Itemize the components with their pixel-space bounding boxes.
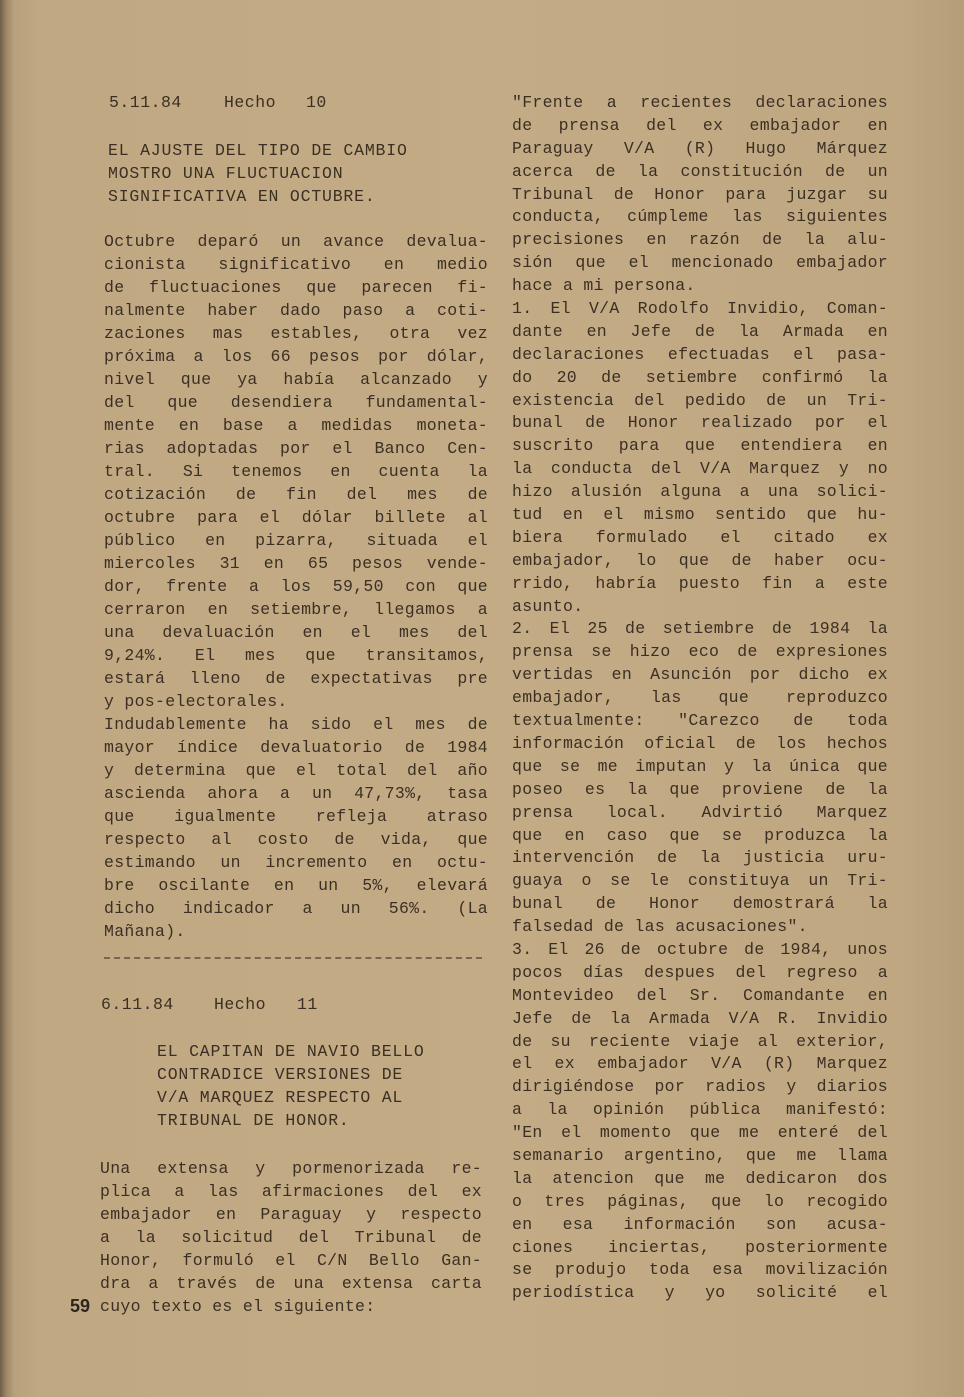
text-line: dra a través de una extensa carta xyxy=(100,1274,482,1293)
text-line: 1. El V/A Rodolfo Invidio, Coman- xyxy=(512,299,888,319)
text-line: cerraron en setiembre, llegamos a xyxy=(104,600,488,619)
text-line: la atencion que me dedicaron dos xyxy=(512,1168,888,1188)
text-line: rrido, habría puesto fin a este xyxy=(512,573,888,593)
text-line: que igualmente refleja atraso xyxy=(104,807,488,826)
text-line: dante en Jefe de la Armada en xyxy=(512,321,888,341)
text-line: Mañana). xyxy=(104,922,186,941)
text-line: información oficial de los hechos xyxy=(512,733,888,753)
text-line: Una extensa y pormenorizada re- xyxy=(100,1159,482,1178)
text-line: cionista significativo en medio xyxy=(104,255,488,274)
text-line: sión que el mencionado embajador xyxy=(512,253,888,273)
text-line: semanario argentino, que me llama xyxy=(512,1145,888,1165)
article2-headline xyxy=(157,1040,477,1132)
text-line: de su reciente viaje al exterior, xyxy=(512,1031,888,1051)
article1-label: Hecho xyxy=(224,93,277,112)
text-line: Honor, formuló el C/N Bello Gan- xyxy=(100,1251,482,1270)
text-line: cotización de fin del mes de xyxy=(104,485,488,504)
text-line: próxima a los 66 pesos por dólar, xyxy=(104,347,488,366)
text-line: EL AJUSTE DEL TIPO DE CAMBIO xyxy=(108,141,408,160)
article1-headline xyxy=(108,139,438,208)
text-line: del que desendiera fundamental- xyxy=(104,393,488,412)
text-line: falsedad de las acusaciones". xyxy=(512,917,808,937)
text-line: asunto. xyxy=(512,596,584,616)
text-line: nalmente haber dado paso a coti- xyxy=(104,301,488,320)
text-line: pocos días despues del regreso a xyxy=(512,962,888,982)
text-line: conducta, cúmpleme las siguientes xyxy=(512,207,888,227)
text-line: poseo es la que proviene de la xyxy=(512,779,888,799)
section-divider xyxy=(104,957,482,959)
text-line: periodística y yo solicité el xyxy=(512,1283,888,1303)
article1-date: 5.11.84 xyxy=(109,93,182,112)
text-line: y pos-electorales. xyxy=(104,692,288,711)
text-line: "Frente a recientes declaraciones xyxy=(512,93,888,112)
text-line: ciones inciertas, posteriormente xyxy=(512,1237,888,1257)
text-line: prensa local. Advirtió Marquez xyxy=(512,802,888,822)
text-line: bunal de Honor demostrará la xyxy=(512,894,888,914)
text-line: el ex embajador V/A (R) Marquez xyxy=(512,1054,888,1074)
text-line: mayor índice devaluatorio de 1984 xyxy=(104,738,488,757)
text-line: estará lleno de expectativas pre xyxy=(104,669,488,688)
text-line: embajador, las que reproduzco xyxy=(512,688,888,708)
text-line: embajador, lo que de haber ocu- xyxy=(512,550,888,570)
text-line: respecto al costo de vida, que xyxy=(104,830,488,849)
text-line: existencia del pedido de un Tri- xyxy=(512,390,888,410)
article2-letter xyxy=(512,92,888,1305)
text-line: intervención de la justicia uru- xyxy=(512,848,888,868)
article2-body xyxy=(100,1157,482,1318)
text-line: dicho indicador a un 56%. (La xyxy=(104,899,488,918)
text-line: biera formulado el citado ex xyxy=(512,527,888,547)
text-line: SIGNIFICATIVA EN OCTUBRE. xyxy=(108,187,376,206)
text-line: "En el momento que me enteré del xyxy=(512,1123,888,1143)
text-line: Indudablemente ha sido el mes de xyxy=(104,715,488,734)
text-line: 3. El 26 de octubre de 1984, unos xyxy=(512,939,888,959)
text-line: dor, frente a los 59,50 con que xyxy=(104,577,488,596)
text-line: la conducta del V/A Marquez y no xyxy=(512,459,888,479)
text-line: embajador en Paraguay y respecto xyxy=(100,1205,482,1224)
article1-body xyxy=(104,230,488,943)
text-line: acerca de la constitución de un xyxy=(512,161,888,181)
text-line: do 20 de setiembre confirmó la xyxy=(512,367,888,387)
article1-number: 10 xyxy=(306,93,327,112)
text-line: textualmente: "Carezco de toda xyxy=(512,711,888,731)
text-line: que se me imputan y la única que xyxy=(512,756,888,776)
text-line: Montevideo del Sr. Comandante en xyxy=(512,985,888,1005)
text-line: hizo alusión alguna a una solici- xyxy=(512,482,888,502)
text-line: cuyo texto es el siguiente: xyxy=(100,1297,376,1316)
text-line: precisiones en razón de la alu- xyxy=(512,230,888,250)
text-line: TRIBUNAL DE HONOR. xyxy=(157,1111,350,1130)
text-line: en esa información son acusa- xyxy=(512,1214,888,1234)
text-line: 9,24%. El mes que transitamos, xyxy=(104,646,488,665)
text-line: tral. Si tenemos en cuenta la xyxy=(104,462,488,481)
text-line: y determina que el total del año xyxy=(104,761,488,780)
text-line: EL CAPITAN DE NAVIO BELLO xyxy=(157,1042,425,1061)
text-line: que en caso que se produzca la xyxy=(512,825,888,845)
text-line: CONTRADICE VERSIONES DE xyxy=(157,1065,404,1084)
text-line: declaraciones efectuadas el pasa- xyxy=(512,344,888,364)
text-line: Jefe de la Armada V/A R. Invidio xyxy=(512,1008,888,1028)
text-line: se produjo toda esa movilización xyxy=(512,1260,888,1280)
text-line: 2. El 25 de setiembre de 1984 la xyxy=(512,619,888,639)
text-line: Paraguay V/A (R) Hugo Márquez xyxy=(512,138,888,158)
text-line: tud en el mismo sentido que hu- xyxy=(512,505,888,525)
text-line: Tribunal de Honor para juzgar su xyxy=(512,184,888,204)
text-line: dirigiéndose por radios y diarios xyxy=(512,1077,888,1097)
text-line: suscrito para que entendiera en xyxy=(512,436,888,456)
article2-date: 6.11.84 xyxy=(101,995,174,1014)
text-line: de prensa del ex embajador en xyxy=(512,115,888,135)
text-line: zaciones mas estables, otra vez xyxy=(104,324,488,343)
text-line: o tres páginas, que lo recogido xyxy=(512,1191,888,1211)
text-line: bunal de Honor realizado por el xyxy=(512,413,888,433)
text-line: mente en base a medidas moneta- xyxy=(104,416,488,435)
text-line: de fluctuaciones que parecen fi- xyxy=(104,278,488,297)
text-line: MOSTRO UNA FLUCTUACION xyxy=(108,164,344,183)
text-line: V/A MARQUEZ RESPECTO AL xyxy=(157,1088,404,1107)
text-line: hace a mi persona. xyxy=(512,276,696,296)
text-line: plica a las afirmaciones del ex xyxy=(100,1182,482,1201)
article2-label: Hecho xyxy=(214,995,267,1014)
text-line: guaya o se le constituya un Tri- xyxy=(512,871,888,891)
text-line: público en pizarra, situada el xyxy=(104,531,488,550)
page-number: 59 xyxy=(70,1296,91,1316)
text-line: estimando un incremento en octu- xyxy=(104,853,488,872)
text-line: a la opinión pública manifestó: xyxy=(512,1100,888,1120)
text-line: a la solicitud del Tribunal de xyxy=(100,1228,482,1247)
text-line: miercoles 31 en 65 pesos vende- xyxy=(104,554,488,573)
text-line: ascienda ahora a un 47,73%, tasa xyxy=(104,784,488,803)
text-line: nivel que ya había alcanzado y xyxy=(104,370,488,389)
text-line: octubre para el dólar billete al xyxy=(104,508,488,527)
text-line: prensa se hizo eco de expresiones xyxy=(512,642,888,662)
text-line: bre oscilante en un 5%, elevará xyxy=(104,876,488,895)
text-line: una devaluación en el mes del xyxy=(104,623,488,642)
text-line: vertidas en Asunción por dicho ex xyxy=(512,665,888,685)
article2-number: 11 xyxy=(297,995,318,1014)
text-line: Octubre deparó un avance devalua- xyxy=(104,232,488,251)
text-line: rias adoptadas por el Banco Cen- xyxy=(104,439,488,458)
